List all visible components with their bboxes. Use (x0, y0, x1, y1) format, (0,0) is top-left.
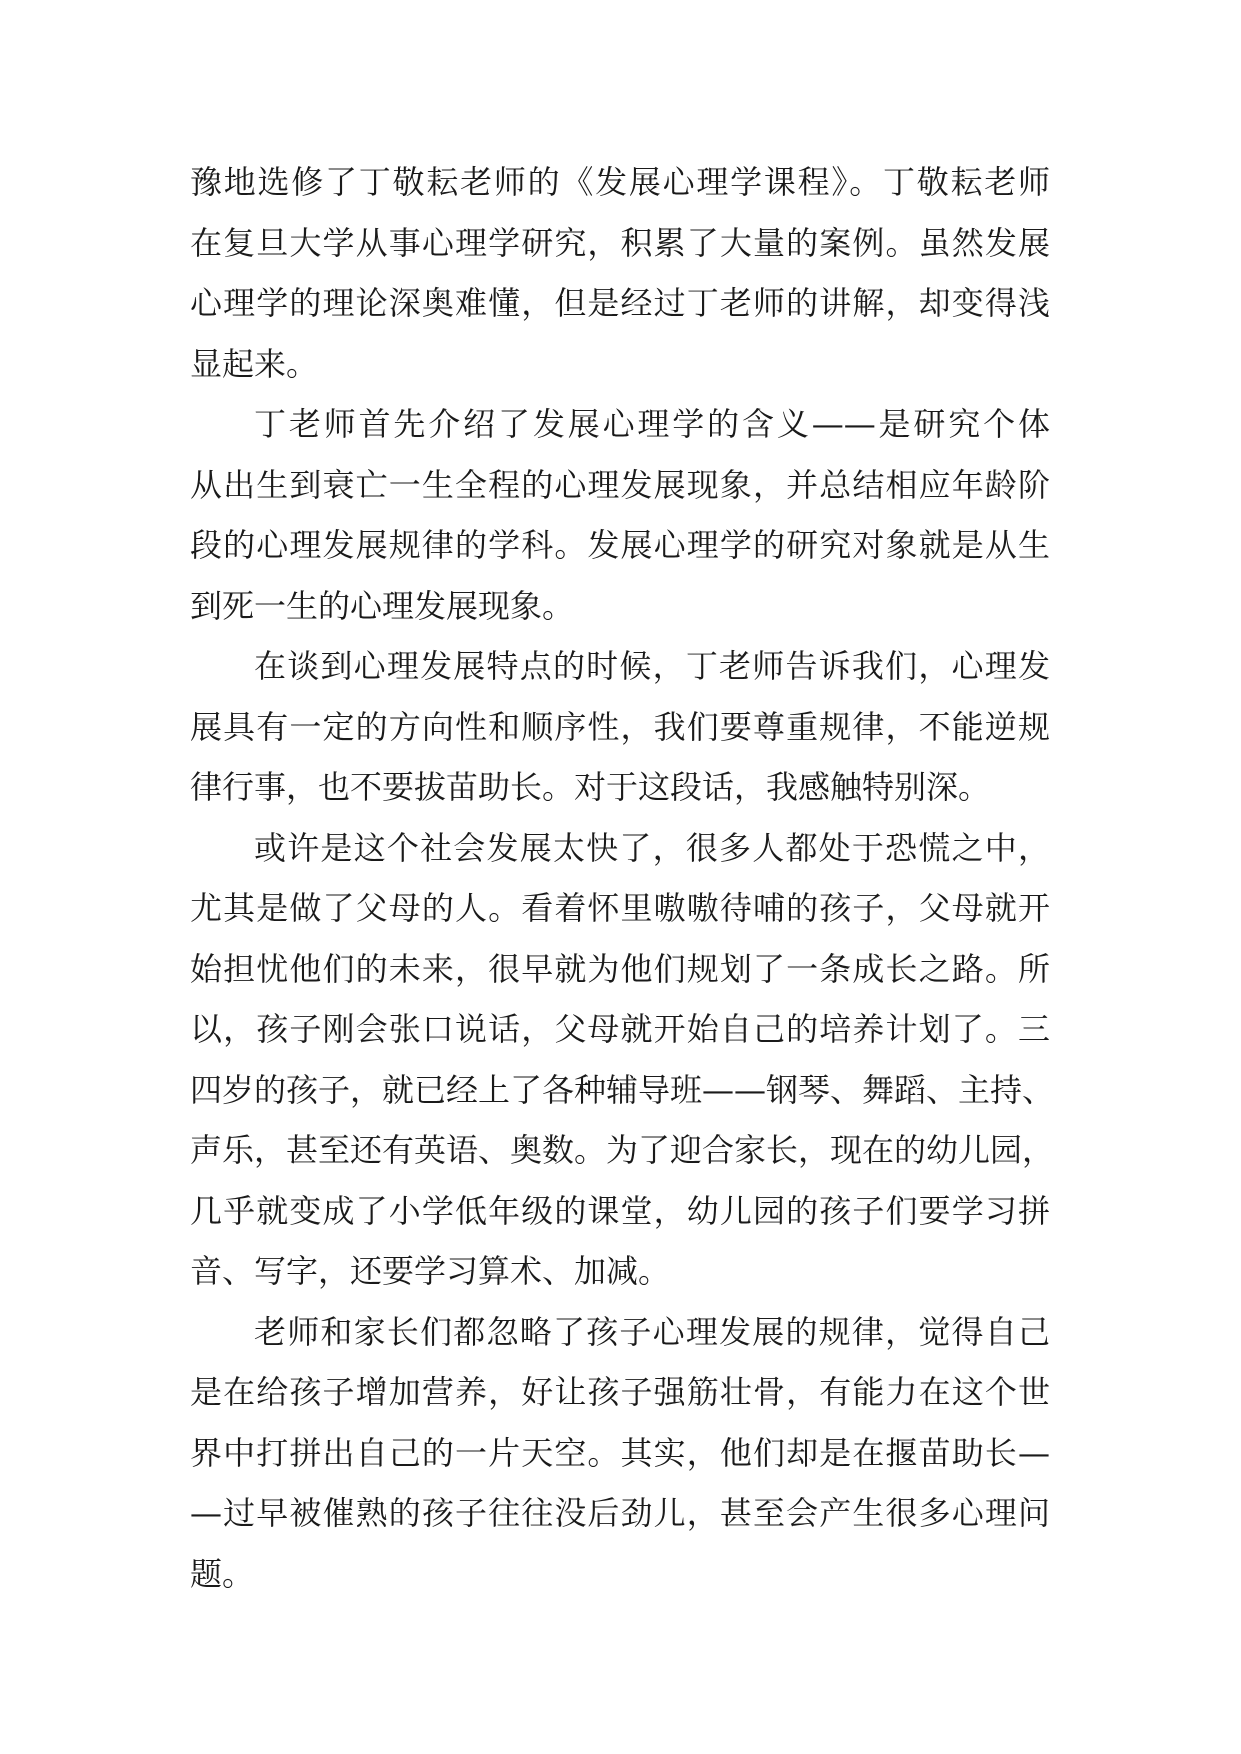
paragraph-first-line: 或许是这个社会发展太快了，很多人都处于恐慌之中， (254, 828, 1050, 867)
text-line: 界中打拼出自己的一片天空。其实，他们却是在揠苗助长— (190, 1433, 1050, 1472)
text-line: 段的心理发展规律的学科。发展心理学的研究对象就是从生 (190, 526, 1050, 564)
text-line: 从出生到衰亡一生全程的心理发展现象，并总结相应年龄阶 (190, 465, 1050, 504)
text-line: —过早被催熟的孩子往往没后劲儿，甚至会产生很多心理问 (190, 1494, 1050, 1532)
text-line: 展具有一定的方向性和顺序性，我们要尊重规律，不能逆规 (190, 707, 1050, 746)
document-body (190, 152, 1055, 1604)
paragraph-first-line: 老师和家长们都忽略了孩子心理发展的规律，觉得自己 (254, 1312, 1050, 1351)
text-line: 音、写字，还要学习算术、加减。 (190, 1252, 671, 1290)
text-line: 声乐，甚至还有英语、奥数。为了迎合家长，现在的幼儿园， (190, 1131, 1055, 1169)
text-line: 豫地选修了丁敬耘老师的《发展心理学课程》。丁敬耘老师 (190, 163, 1050, 201)
text-line: 是在给孩子增加营养，好让孩子强筋壮骨，有能力在这个世 (190, 1373, 1050, 1411)
text-line: 尤其是做了父母的人。看着怀里嗷嗷待哺的孩子，父母就开 (190, 889, 1050, 927)
text-line: 始担忧他们的未来，很早就为他们规划了一条成长之路。所 (190, 949, 1050, 988)
text-line: 显起来。 (190, 344, 319, 383)
text-line: 四岁的孩子，就已经上了各种辅导班——钢琴、舞蹈、主持、 (190, 1070, 1055, 1109)
text-line: 心理学的理论深奥难懂，但是经过丁老师的讲解，却变得浅 (190, 284, 1050, 322)
paragraph-first-line: 丁老师首先介绍了发展心理学的含义——是研究个体 (254, 405, 1050, 443)
text-line: 在复旦大学从事心理学研究，积累了大量的案例。虽然发展 (190, 223, 1050, 262)
text-line: 以，孩子刚会张口说话，父母就开始自己的培养计划了。三 (190, 1010, 1050, 1048)
paragraph-first-line: 在谈到心理发展特点的时候，丁老师告诉我们，心理发 (254, 647, 1050, 685)
text-line: 律行事，也不要拔苗助长。对于这段话，我感触特别深。 (190, 768, 991, 806)
text-line: 题。 (190, 1554, 255, 1593)
text-line: 几乎就变成了小学低年级的课堂，幼儿园的孩子们要学习拼 (190, 1191, 1050, 1230)
text-line: 到死一生的心理发展现象。 (190, 586, 575, 625)
